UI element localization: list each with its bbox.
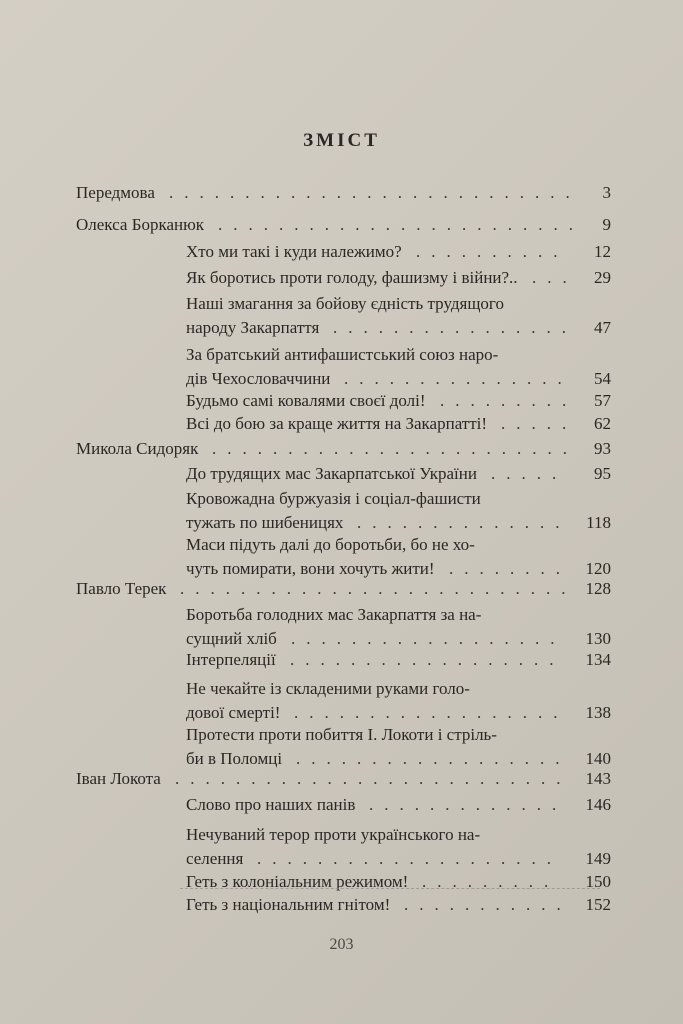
leader-dots: ......... <box>422 872 560 891</box>
page-title: ЗМІСТ <box>303 130 380 151</box>
leader-dots: .......................... <box>175 769 572 788</box>
toc-entry-line <box>186 677 611 701</box>
toc-entry-line <box>186 316 611 340</box>
toc-entry-title: Боротьба голодних мас Закарпаття за на- <box>186 605 482 624</box>
toc-entry-title: дів Чехословаччини <box>186 369 331 388</box>
toc-entry-line <box>186 412 611 436</box>
toc-entry-line <box>186 240 611 264</box>
toc-page-number: 130 <box>585 629 611 648</box>
toc-entry-line <box>186 462 611 486</box>
toc-entry-title: Маси підуть далі до боротьби, бо не хо- <box>186 535 475 554</box>
toc-page-number: 146 <box>585 795 611 814</box>
toc-chapter-entry <box>186 240 611 264</box>
toc-entry-line <box>186 893 611 917</box>
toc-entry-title: народу Закарпаття <box>186 318 320 337</box>
leader-dots: ......... <box>440 391 578 410</box>
toc-entry-line <box>186 793 611 817</box>
toc-entry-title: Нечуваний терор проти українського на- <box>186 825 481 844</box>
toc-page-number: 143 <box>585 769 611 788</box>
toc-entry-line <box>186 603 611 627</box>
toc-entry-title: Геть з національним гнітом! <box>186 895 391 914</box>
toc-page-number: 152 <box>585 895 611 914</box>
toc-page-number: 134 <box>585 650 611 669</box>
toc-entry-line <box>186 870 611 894</box>
toc-chapter-entry <box>186 487 611 535</box>
toc-entry-line <box>76 181 611 205</box>
toc-chapter-entry <box>186 677 611 725</box>
toc-entry-title: чуть помирати, вони хочуть жити! <box>186 559 435 578</box>
leader-dots: ........................ <box>218 215 584 234</box>
toc-author-entry <box>76 213 611 237</box>
toc-author-entry <box>76 181 611 205</box>
leader-dots: ........................ <box>212 439 578 458</box>
toc-page-number: 118 <box>586 513 611 532</box>
toc-entry-line <box>186 533 611 557</box>
toc-chapter-entry <box>186 533 611 581</box>
toc-entry-line <box>186 292 611 316</box>
toc-entry-title: Інтерпеляції <box>186 650 276 669</box>
toc-entry-title: Слово про наших панів <box>186 795 356 814</box>
toc-entry-title: Не чекайте із складеними руками голо- <box>186 679 470 698</box>
leader-dots: ... <box>532 268 578 287</box>
toc-entry-title: селення <box>186 849 244 868</box>
toc-page-number: 57 <box>594 391 611 410</box>
leader-dots: .......... <box>416 242 569 261</box>
toc-entry-title: сущний хліб <box>186 629 277 648</box>
toc-page-number: 62 <box>594 414 611 433</box>
toc-page-number: 140 <box>585 749 611 768</box>
toc-entry-line <box>76 577 611 601</box>
toc-entry-line <box>186 511 611 535</box>
toc-entry-title: Протести проти побиття І. Локоти і стріль- <box>186 725 497 744</box>
toc-entry-title: Хто ми такі і куди належимо? <box>186 242 402 261</box>
toc-entry-title: Як боротись проти голоду, фашизму і війни?.. <box>186 268 518 287</box>
toc-entry-title: Павло Терек <box>76 579 167 598</box>
toc-page-number: 54 <box>594 369 611 388</box>
leader-dots: .............. <box>357 513 571 532</box>
toc-entry-title: Геть з колоніальним режимом! <box>186 872 409 891</box>
leader-dots: .................. <box>296 749 571 768</box>
toc-chapter-entry <box>186 266 611 290</box>
toc-page-number: 128 <box>585 579 611 598</box>
page-number: 203 <box>329 936 354 953</box>
toc-entry-line <box>186 648 611 672</box>
leader-dots: .................. <box>291 629 566 648</box>
toc-page-number: 120 <box>585 559 611 578</box>
toc-entry-line <box>186 266 611 290</box>
leader-dots: .................... <box>257 849 562 868</box>
toc-entry-title: Іван Локота <box>76 769 161 788</box>
toc-entry-title: Микола Сидоряк <box>76 439 199 458</box>
toc-entry-title: тужать по шибеницях <box>186 513 344 532</box>
toc-chapter-entry <box>186 648 611 672</box>
toc-author-entry <box>76 767 611 791</box>
toc-entry-title: дової смерті! <box>186 703 281 722</box>
toc-entry-line <box>186 723 611 747</box>
toc-chapter-entry <box>186 893 611 917</box>
leader-dots: .................. <box>294 703 569 722</box>
toc-page-number: 149 <box>585 849 611 868</box>
toc-page-number: 150 <box>585 872 611 891</box>
toc-entry-title: Будьмо самі ковалями своєї долі! <box>186 391 426 410</box>
toc-entry-title: Олекса Борканюк <box>76 215 205 234</box>
toc-entry-line <box>186 389 611 413</box>
toc-page-number: 29 <box>594 268 611 287</box>
leader-dots: .......................... <box>180 579 577 598</box>
toc-chapter-entry <box>186 793 611 817</box>
toc-entry-title: До трудящих мас Закарпатської України <box>186 464 477 483</box>
toc-chapter-entry <box>186 462 611 486</box>
leader-dots: .................. <box>290 650 565 669</box>
toc-author-entry <box>76 577 611 601</box>
leader-dots: ..... <box>491 464 568 483</box>
toc-page-number: 9 <box>602 215 611 234</box>
toc-entry-line <box>76 213 611 237</box>
leader-dots: ................ <box>333 318 577 337</box>
toc-entry-line <box>186 487 611 511</box>
leader-dots: ............. <box>369 795 568 814</box>
toc-page-number: 12 <box>594 242 611 261</box>
leader-dots: ........................... <box>169 183 581 202</box>
toc-author-entry <box>76 437 611 461</box>
toc-entry-title: Всі до бою за краще життя на Закарпатті! <box>186 414 488 433</box>
leader-dots: ..... <box>501 414 578 433</box>
leader-dots: ........ <box>449 559 571 578</box>
toc-page-number: 93 <box>594 439 611 458</box>
toc-entry-line <box>76 437 611 461</box>
toc-chapter-entry <box>186 823 611 871</box>
toc-chapter-entry <box>186 389 611 413</box>
toc-entry-line <box>186 847 611 871</box>
toc-entry-title: Передмова <box>76 183 155 202</box>
toc-entry-title: За братський антифашистський союз наро- <box>186 345 499 364</box>
toc-chapter-entry <box>186 292 611 340</box>
toc-chapter-entry <box>186 603 611 651</box>
toc-entry-line <box>76 767 611 791</box>
toc-chapter-entry <box>186 343 611 391</box>
leader-dots: ........... <box>404 895 572 914</box>
toc-page-number: 3 <box>602 183 611 202</box>
toc-chapter-entry <box>186 412 611 436</box>
toc-chapter-entry <box>186 870 611 894</box>
toc-entry-line <box>186 367 611 391</box>
toc-entry-title: Кровожадна буржуазія і соціал-фашисти <box>186 489 481 508</box>
toc-entry-title: би в Поломці <box>186 749 283 768</box>
toc-entry-line <box>186 823 611 847</box>
toc-page-number: 138 <box>585 703 611 722</box>
leader-dots: ............... <box>344 369 573 388</box>
toc-chapter-entry <box>186 723 611 771</box>
toc-page-number: 95 <box>594 464 611 483</box>
toc-entry-title: Наші змагання за бойову єдність трудящого <box>186 294 504 313</box>
divider <box>180 888 600 889</box>
toc-page-number: 47 <box>594 318 611 337</box>
toc-entry-line <box>186 343 611 367</box>
toc-entry-line <box>186 701 611 725</box>
